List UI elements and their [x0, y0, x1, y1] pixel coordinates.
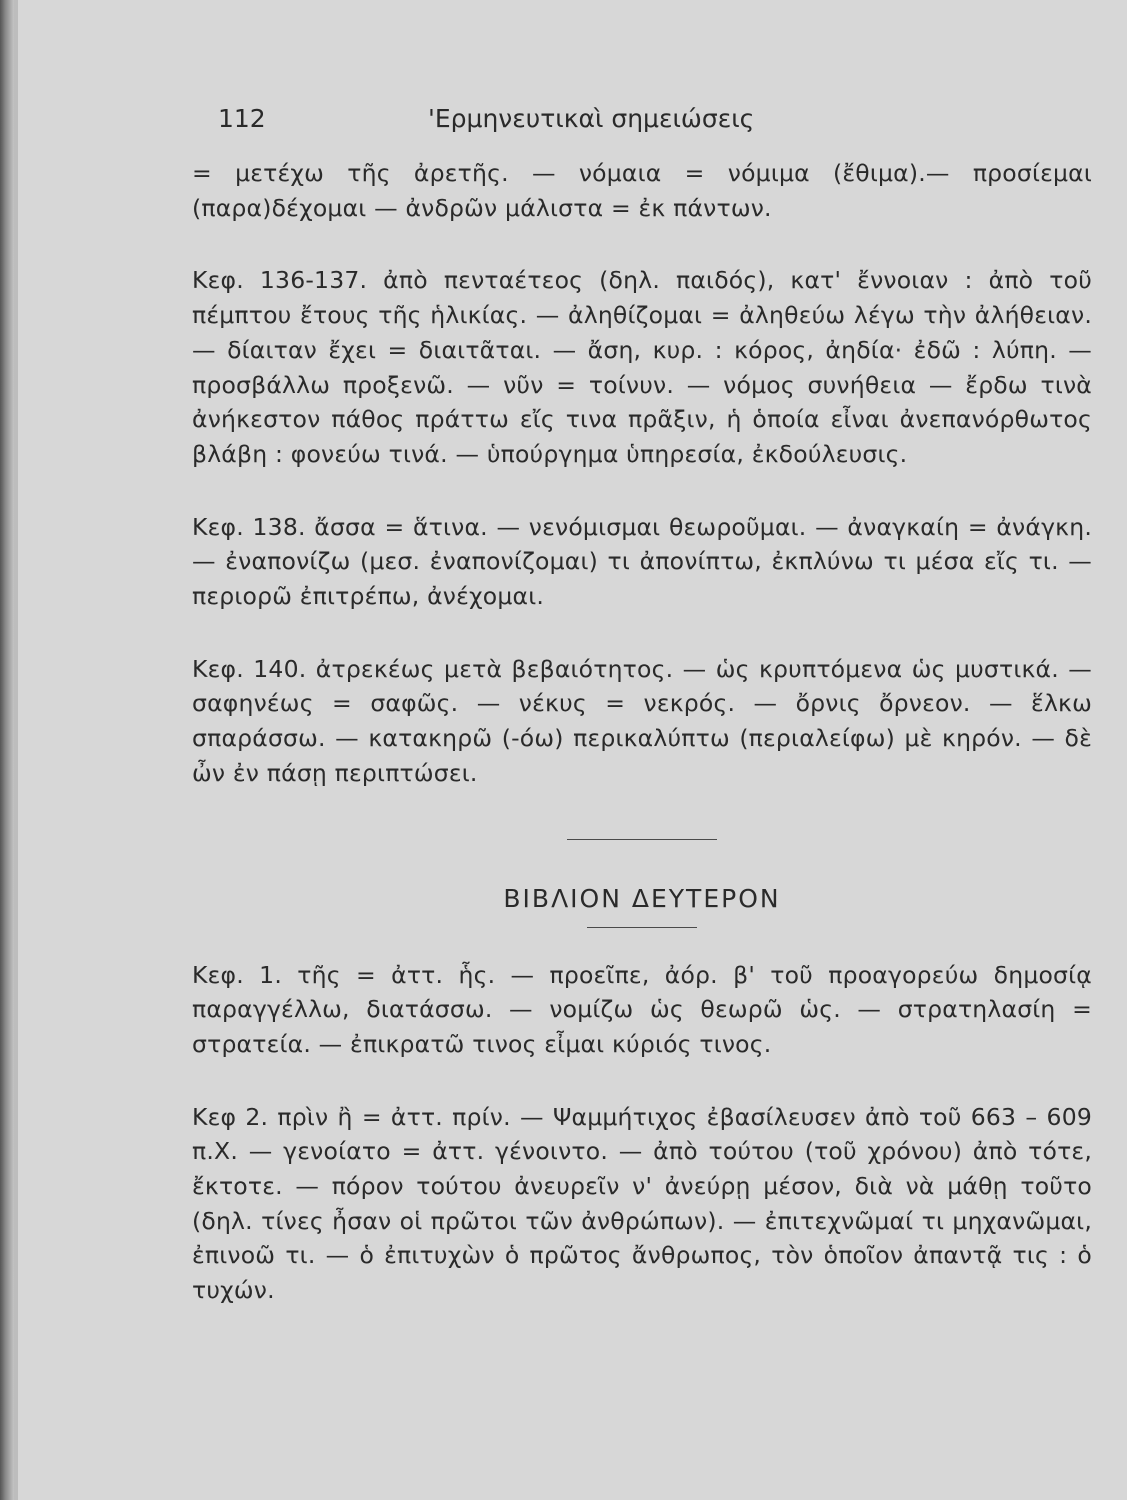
book-page [192, 100, 1092, 1308]
section-gap [192, 791, 1092, 839]
paragraph-intro: = μετέχω τῆς ἀρετῆς. — νόμαια = νόμιμα (ἔθιμα).— προσίεμαι (παρα)δέχομαι — ἀνδρῶν μάλιστα = ἐκ πάντων. [192, 159, 1092, 222]
paragraph-gap [192, 225, 1092, 263]
paragraph-ch140: Κεφ. 140. ἀτρεκέως μετὰ βεβαιότητος. — ὡς κρυπτόμενα ὡς μυστικά. — σαφηνέως = σαφῶς. — νέκυς = νεκρός. — ὄρνις ὄρνεον. — ἕλκω σπαράσσω. — κατακηρῶ (-όω) περικαλύπτω (περιαλείφω) μὲ κηρόν. — δὲ ὦν ἐν πάσῃ περιπτώσει. [192, 654, 1092, 787]
paragraph-ch138: Κεφ. 138. ἄσσα = ἅτινα. — νενόμισμαι θεωροῦμαι. — ἀναγκαίη = ἀνάγκη. — ἐναπονίζω (μεσ. ἐναπονίζομαι) τι ἀπονίπτω, ἐκπλύνω τι μέσα εἴς τι. — περιορῶ ἐπιτρέπω, ἀνέχομαι. [192, 512, 1092, 611]
paragraph-gap [192, 1062, 1092, 1100]
page-header [192, 100, 1092, 150]
section-title: ΒΙΒΛΙΟΝ ΔΕΥΤΕΡΟΝ [503, 883, 781, 913]
book-spine-edge [14, 0, 18, 1500]
paragraph-gap [192, 614, 1092, 652]
running-title: 'Ερμηνευτικαὶ σημειώσεις [428, 104, 755, 133]
paragraph-book2-ch2: Κεφ 2. πρὶν ἢ = ἀττ. πρίν. — Ψαμμήτιχος ἐβασίλευσεν ἀπὸ τοῦ 663 – 609 π.Χ. — γενοίατο = ἀττ. γένοιντο. — ἀπὸ τούτου (τοῦ χρόνου) ἀπὸ τότε, ἔκτοτε. — πόρον τούτου ἀνευρεῖν ν' ἀνεύρῃ μέσον, διὰ νὰ μάθῃ τοῦτο (δηλ. τίνες ἦσαν οἱ πρῶτοι τῶν ἀνθρώπων). — ἐπιτεχνῶμαί τι μηχανῶμαι, ἐπινοῶ τι. — ὁ ἐπιτυχὼν ὁ πρῶτος ἄνθρωπος, τὸν ὁποῖον ἀπαντᾷ τις : ὁ τυχών. [192, 1102, 1092, 1305]
paragraph-gap [192, 472, 1092, 510]
section-gap [192, 913, 1092, 927]
book-spine-shadow [0, 0, 14, 1500]
paragraph-book2-ch1: Κεφ. 1. τῆς = ἀττ. ἧς. — προεῖπε, ἀόρ. β' τοῦ προαγορεύω δημοσίᾳ παραγγέλλω, διατάσσω. — νομίζω ὡς θεωρῶ ὡς. — στρατηλασίη = στρατεία. — ἐπικρατῶ τινος εἶμαι κύριός τινος. [192, 960, 1092, 1058]
page-number: 112 [218, 104, 266, 133]
section-gap [192, 928, 1092, 958]
paragraph-ch136-137: Κεφ. 136-137. ἀπὸ πενταέτεος (δηλ. παιδός), κατ' ἔννοιαν : ἀπὸ τοῦ πέμπτου ἔτους τῆς ἡλικίας. — ἀληθίζομαι = ἀληθεύω λέγω τὴν ἀλήθειαν. — δίαιταν ἔχει = διαιτᾶται. — ἄση, κυρ. : κόρος, ἀηδία· ἐδῶ : λύπη. — προσβάλλω προξενῶ. — νῦν = τοίνυν. — νόμος συνήθεια — ἔρδω τινὰ ἀνήκεστον πάθος πράττω εἴς τινα πρᾶξιν, ἡ ὁποία εἶναι ἀνεπανόρθωτος βλάβη : φονεύω τινά. — ὑπούργημα ὑπηρεσία, ἐκδούλευσις. [192, 266, 1092, 468]
section-gap [192, 840, 1092, 884]
